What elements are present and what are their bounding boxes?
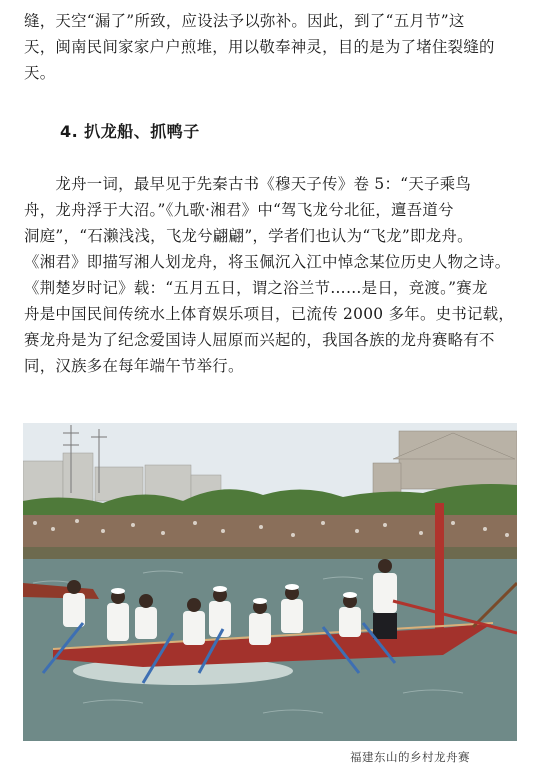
text-line: 龙舟一词，最早见于先秦古书《穆天子传》卷 5：“天子乘鸟 <box>24 175 472 193</box>
photo-caption: 福建东山的乡村龙舟赛 <box>350 750 470 764</box>
text-line: 《荆楚岁时记》载：“五月五日，谓之浴兰节……是日，竞渡。”赛龙 <box>24 279 488 297</box>
paragraph-intro <box>24 8 532 86</box>
section-heading: 4. 扒龙船、抓鸭子 <box>60 122 200 141</box>
text-line: 赛龙舟是为了纪念爱国诗人屈原而兴起的，我国各族的龙舟赛略有不 <box>24 331 495 349</box>
text-line: 舟是中国民间传统水上体育娱乐项目，已流传 2000 多年。史书记载， <box>24 305 515 323</box>
text-line: 《湘君》即描写湘人划龙舟，将玉佩沉入江中悼念某位历史人物之诗。 <box>24 253 511 271</box>
text-line: 同，汉族多在每年端午节举行。 <box>24 357 244 375</box>
text-line: 天。 <box>24 64 56 82</box>
text-line: 缝，天空“漏了”所致，应设法予以弥补。因此，到了“五月节”这 <box>24 12 465 30</box>
text-line: 舟，龙舟浮于大沼。”《九歌·湘君》中“驾飞龙兮北征，邅吾道兮 <box>24 201 454 219</box>
text-line: 洞庭”，“石濑浅浅，飞龙兮翩翩”，学者们也认为“飞龙”即龙舟。 <box>24 227 473 245</box>
dragon-boat-race-photo <box>23 423 517 741</box>
text-line: 天，闽南民间家家户户煎堆，用以敬奉神灵，目的是为了堵住裂缝的 <box>24 38 495 56</box>
paragraph-dragon-boat <box>24 171 532 379</box>
